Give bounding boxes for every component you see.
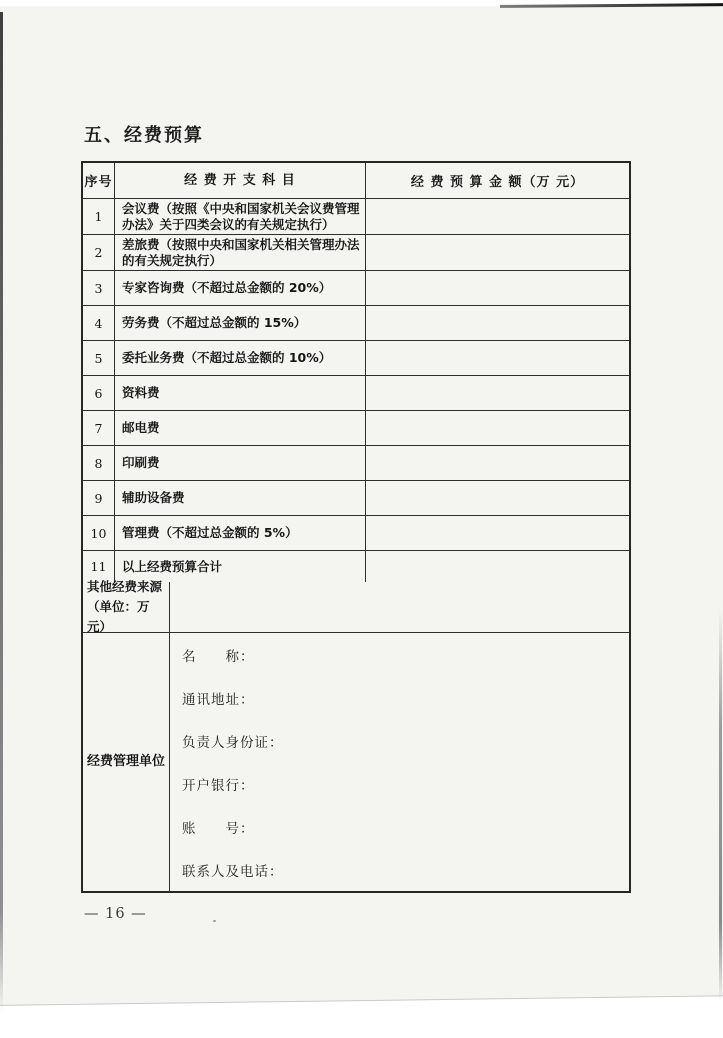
other-source-label (83, 579, 170, 634)
manager-field (182, 688, 629, 708)
row-index: 9 (83, 481, 115, 515)
column-header-amount: 经 费 预 算 金 额（万 元） (410, 175, 585, 190)
row-index: 10 (83, 516, 115, 550)
row-index: 2 (83, 235, 115, 270)
row-index: 5 (83, 341, 115, 375)
row-index: 7 (83, 411, 115, 445)
section-title: 五、经费预算 (84, 125, 204, 146)
row-amount-blank (366, 516, 629, 550)
row-subject (115, 446, 366, 480)
manager-field-label: 通讯地址： (182, 691, 255, 708)
table-row (83, 341, 629, 376)
table-row (83, 199, 629, 235)
manager-field-label: 开户银行： (182, 777, 255, 794)
row-subject (115, 235, 366, 270)
row-subject (115, 199, 366, 234)
scan-artifact-left-edge (0, 12, 3, 1012)
table-row (83, 446, 629, 481)
row-subject-text: 资料费 (122, 385, 160, 401)
manager-field (182, 860, 629, 880)
other-source-label-line1: 其他经费来源 (87, 579, 163, 594)
row-index: 6 (83, 376, 115, 410)
manager-row (83, 633, 629, 891)
row-index: 1 (83, 199, 115, 234)
manager-field-label: 账 号： (182, 820, 255, 837)
manager-field (182, 774, 629, 794)
manager-field (182, 731, 629, 751)
row-amount-blank (366, 411, 629, 445)
row-amount-blank (366, 551, 629, 582)
row-subject (115, 271, 366, 305)
budget-table (81, 161, 631, 893)
row-amount-blank (366, 306, 629, 340)
row-subject (115, 376, 366, 410)
row-subject (115, 481, 366, 515)
table-header-row (83, 163, 629, 199)
table-row (83, 376, 629, 411)
manager-field-label: 联系人及电话： (182, 863, 284, 880)
other-source-row (83, 579, 629, 634)
row-amount-blank (366, 446, 629, 480)
row-subject-text: 邮电费 (122, 420, 160, 436)
row-amount-blank (366, 235, 629, 270)
row-subject-text: 印刷费 (122, 455, 160, 471)
manager-field (182, 645, 629, 665)
row-amount-blank (366, 481, 629, 515)
row-subject-text: 差旅费（按照中央和国家机关相关管理办法的有关规定执行） (122, 237, 360, 268)
row-subject-text: 管理费（不超过总金额的 5%） (122, 525, 298, 541)
row-index: 8 (83, 446, 115, 480)
page-number: — 16 — (84, 906, 147, 922)
table-row (83, 516, 629, 551)
row-index: 4 (83, 306, 115, 340)
row-subject-text: 委托业务费（不超过总金额的 10%） (122, 350, 332, 366)
other-source-blank (170, 582, 629, 632)
table-row (83, 235, 629, 271)
row-subject (115, 411, 366, 445)
row-subject-text: 会议费（按照《中央和国家机关会议费管理办法》关于四类会议的有关规定执行） (122, 201, 360, 232)
manager-label: 经费管理单位 (83, 633, 170, 891)
row-amount-blank (366, 376, 629, 410)
column-header-index: 序号 (83, 163, 115, 198)
row-subject-text: 劳务费（不超过总金额的 15%） (122, 315, 307, 331)
manager-field-label: 名 称： (182, 648, 255, 665)
table-row (83, 411, 629, 446)
row-subject-text: 辅助设备费 (122, 490, 185, 506)
scan-artifact-right-edge (719, 610, 722, 1002)
table-row (83, 306, 629, 341)
row-subject (115, 516, 366, 550)
table-row (83, 271, 629, 306)
row-subject (115, 306, 366, 340)
row-index: 11 (83, 551, 115, 582)
other-source-label-line2: （单位：万元） (87, 599, 150, 634)
manager-field (182, 817, 629, 837)
column-header-subject: 经 费 开 支 科 目 (115, 163, 366, 198)
row-index: 3 (83, 271, 115, 305)
row-amount-blank (366, 199, 629, 234)
row-subject-text: 专家咨询费（不超过总金额的 20%） (122, 280, 332, 296)
manager-field-label: 负责人身份证： (182, 734, 284, 751)
scan-artifact-speck (213, 920, 216, 922)
row-subject-text: 以上经费预算合计 (122, 558, 223, 574)
row-subject (115, 341, 366, 375)
table-row (83, 481, 629, 516)
row-amount-blank (366, 341, 629, 375)
manager-fields (170, 633, 629, 891)
row-amount-blank (366, 271, 629, 305)
table-row (83, 551, 629, 582)
